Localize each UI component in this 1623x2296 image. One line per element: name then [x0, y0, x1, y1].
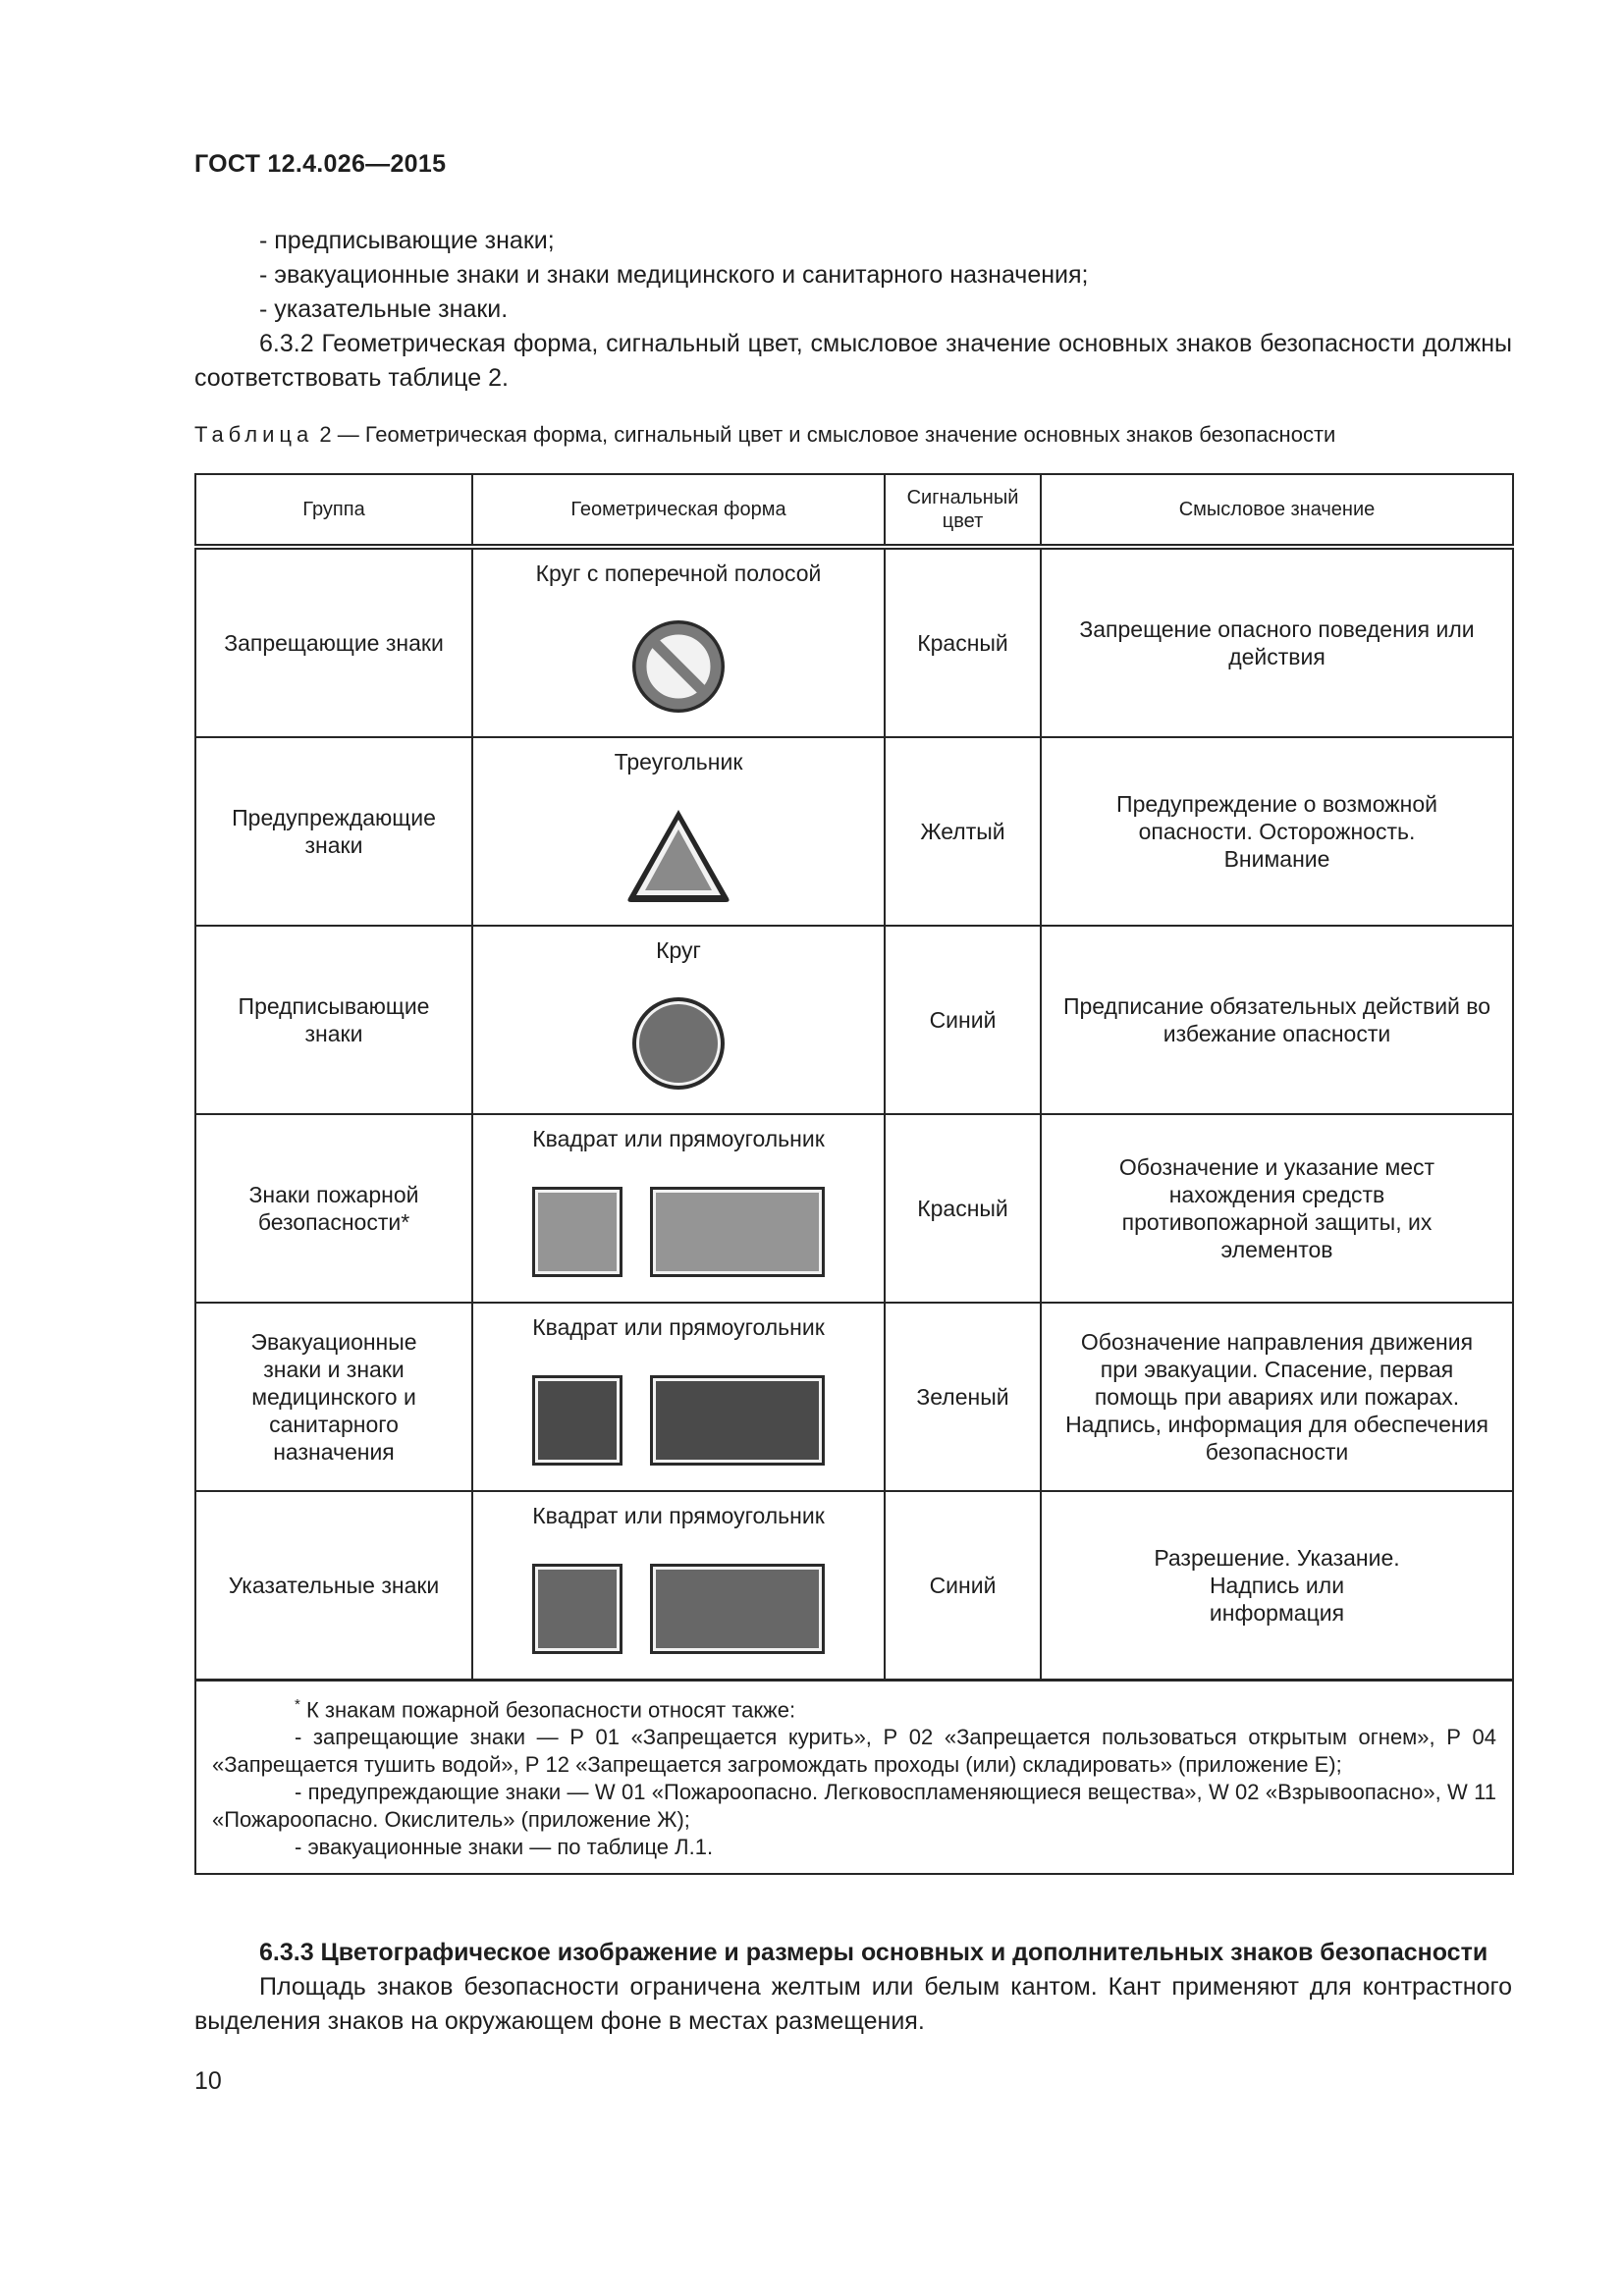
evacuation-square-icon	[531, 1374, 623, 1467]
header-shape: Геометрическая форма	[472, 474, 885, 547]
color-cell: Синий	[885, 926, 1041, 1114]
meaning-text: Запрещение опасного поведения или действия	[1079, 616, 1475, 669]
group-cell	[195, 926, 472, 1114]
header-meaning: Смысловое значение	[1041, 474, 1513, 547]
table-footnote-row	[195, 1681, 1513, 1875]
section-paragraph: Площадь знаков безопасности ограничена желтым или белым кантом. Кант применяют для контрастного выделения знаков на окружающем фоне в местах размещения.	[194, 1973, 1512, 2035]
shape-cell	[472, 1114, 885, 1303]
footnote-intro-text: К знакам пожарной безопасности относят также:	[305, 1697, 796, 1723]
table-row	[195, 737, 1513, 926]
color-cell: Желтый	[885, 737, 1041, 926]
meaning-cell	[1041, 547, 1513, 737]
header-color: Сигнальный цвет	[885, 474, 1041, 547]
footnote-intro	[212, 1691, 1496, 1724]
page-number: 10	[194, 2067, 222, 2095]
list-item: - эвакуационные знаки и знаки медицинского и санитарного назначения;	[259, 261, 1089, 289]
table-row	[195, 547, 1513, 737]
intro-block	[194, 224, 1512, 396]
group-cell: Запрещающие знаки	[195, 547, 472, 737]
color-cell: Зеленый	[885, 1303, 1041, 1491]
meaning-cell	[1041, 926, 1513, 1114]
shape-label: Круг с поперечной полосой	[535, 561, 822, 586]
shape-figure	[473, 801, 884, 909]
table-row	[195, 926, 1513, 1114]
meaning-cell	[1041, 1303, 1513, 1491]
shape-figure	[473, 1178, 884, 1286]
info-square-icon	[531, 1563, 623, 1655]
fire-rectangle-icon	[649, 1186, 826, 1278]
shape-label: Квадрат или прямоугольник	[532, 1126, 825, 1151]
group-cell	[195, 1114, 472, 1303]
meaning-text: Обозначение и указание мест нахождения средств противопожарной защиты, их элементов	[1118, 1154, 1435, 1262]
shape-cell	[472, 737, 885, 926]
list-item: - предписывающие знаки;	[259, 227, 555, 254]
shape-cell	[472, 926, 885, 1114]
color-cell: Синий	[885, 1491, 1041, 1681]
meaning-cell	[1041, 1114, 1513, 1303]
warning-triangle-icon	[624, 806, 732, 904]
shape-label: Круг	[656, 937, 701, 963]
shape-cell	[472, 1491, 885, 1681]
table-caption	[194, 422, 1335, 448]
color-cell: Красный	[885, 1114, 1041, 1303]
footnote-cell	[195, 1681, 1513, 1875]
document-code-header: ГОСТ 12.4.026—2015	[194, 150, 447, 178]
group-text: Эвакуационные знаки и знаки медицинского и санитарного назначения	[250, 1329, 417, 1465]
fire-square-icon	[531, 1186, 623, 1278]
meaning-text: Предписание обязательных действий во избежание опасности	[1062, 993, 1491, 1046]
group-cell	[195, 737, 472, 926]
table-caption-text: 2 — Геометрическая форма, сигнальный цвет и смысловое значение основных знаков безопасности	[319, 422, 1336, 447]
intro-paragraph: 6.3.2 Геометрическая форма, сигнальный цвет, смысловое значение основных знаков безопасности должны соответствовать таблице 2.	[194, 330, 1512, 392]
group-text: Предупреждающие знаки	[232, 805, 436, 858]
header-group: Группа	[195, 474, 472, 547]
shape-label: Треугольник	[614, 749, 743, 774]
meaning-text: Разрешение. Указание. Надпись или информация	[1154, 1545, 1400, 1626]
shape-cell	[472, 547, 885, 737]
shape-cell	[472, 1303, 885, 1491]
meaning-text: Обозначение направления движения при эвакуации. Спасение, первая помощь при авариях или пожарах. Надпись, информация для обеспечения безопасности	[1065, 1329, 1488, 1465]
table-row	[195, 1491, 1513, 1681]
group-text: Знаки пожарной безопасности*	[248, 1182, 419, 1235]
mandatory-circle-icon	[629, 994, 728, 1093]
table-header-row	[195, 474, 1513, 547]
color-cell: Красный	[885, 547, 1041, 737]
footnote-item: - запрещающие знаки — Р 01 «Запрещается курить», Р 02 «Запрещается пользоваться открытым огнем», Р 04 «Запрещается тушить водой», Р 12 «Запрещается загромождать проходы (или) складировать» (приложение Е);	[212, 1725, 1496, 1778]
group-cell	[195, 1303, 472, 1491]
shape-figure	[473, 613, 884, 721]
shape-figure	[473, 1366, 884, 1474]
shape-figure	[473, 1555, 884, 1663]
meaning-text: Предупреждение о возможной опасности. Осторожность. Внимание	[1116, 791, 1437, 872]
signs-table	[194, 473, 1514, 1875]
shape-label: Квадрат или прямоугольник	[532, 1503, 825, 1528]
section-heading: 6.3.3 Цветографическое изображение и размеры основных и дополнительных знаков безопасности	[259, 1939, 1488, 1966]
meaning-cell	[1041, 737, 1513, 926]
list-item: - указательные знаки.	[259, 295, 509, 323]
group-text: Предписывающие знаки	[238, 993, 430, 1046]
table-row	[195, 1303, 1513, 1491]
shape-figure	[473, 989, 884, 1097]
shape-label: Квадрат или прямоугольник	[532, 1314, 825, 1340]
evacuation-rectangle-icon	[649, 1374, 826, 1467]
footnote-item: - предупреждающие знаки — W 01 «Пожароопасно. Легковоспламеняющиеся вещества», W 02 «Взрывоопасно», W 11 «Пожароопасно. Окислитель» (приложение Ж);	[212, 1780, 1496, 1833]
meaning-cell	[1041, 1491, 1513, 1681]
table-caption-label: Таблица	[194, 422, 314, 447]
prohibition-circle-icon	[629, 617, 728, 716]
footnote-item: - эвакуационные знаки — по таблице Л.1.	[295, 1835, 714, 1860]
footnote-mark: *	[295, 1696, 300, 1713]
group-cell: Указательные знаки	[195, 1491, 472, 1681]
section-block	[194, 1936, 1512, 2039]
info-rectangle-icon	[649, 1563, 826, 1655]
table-row	[195, 1114, 1513, 1303]
